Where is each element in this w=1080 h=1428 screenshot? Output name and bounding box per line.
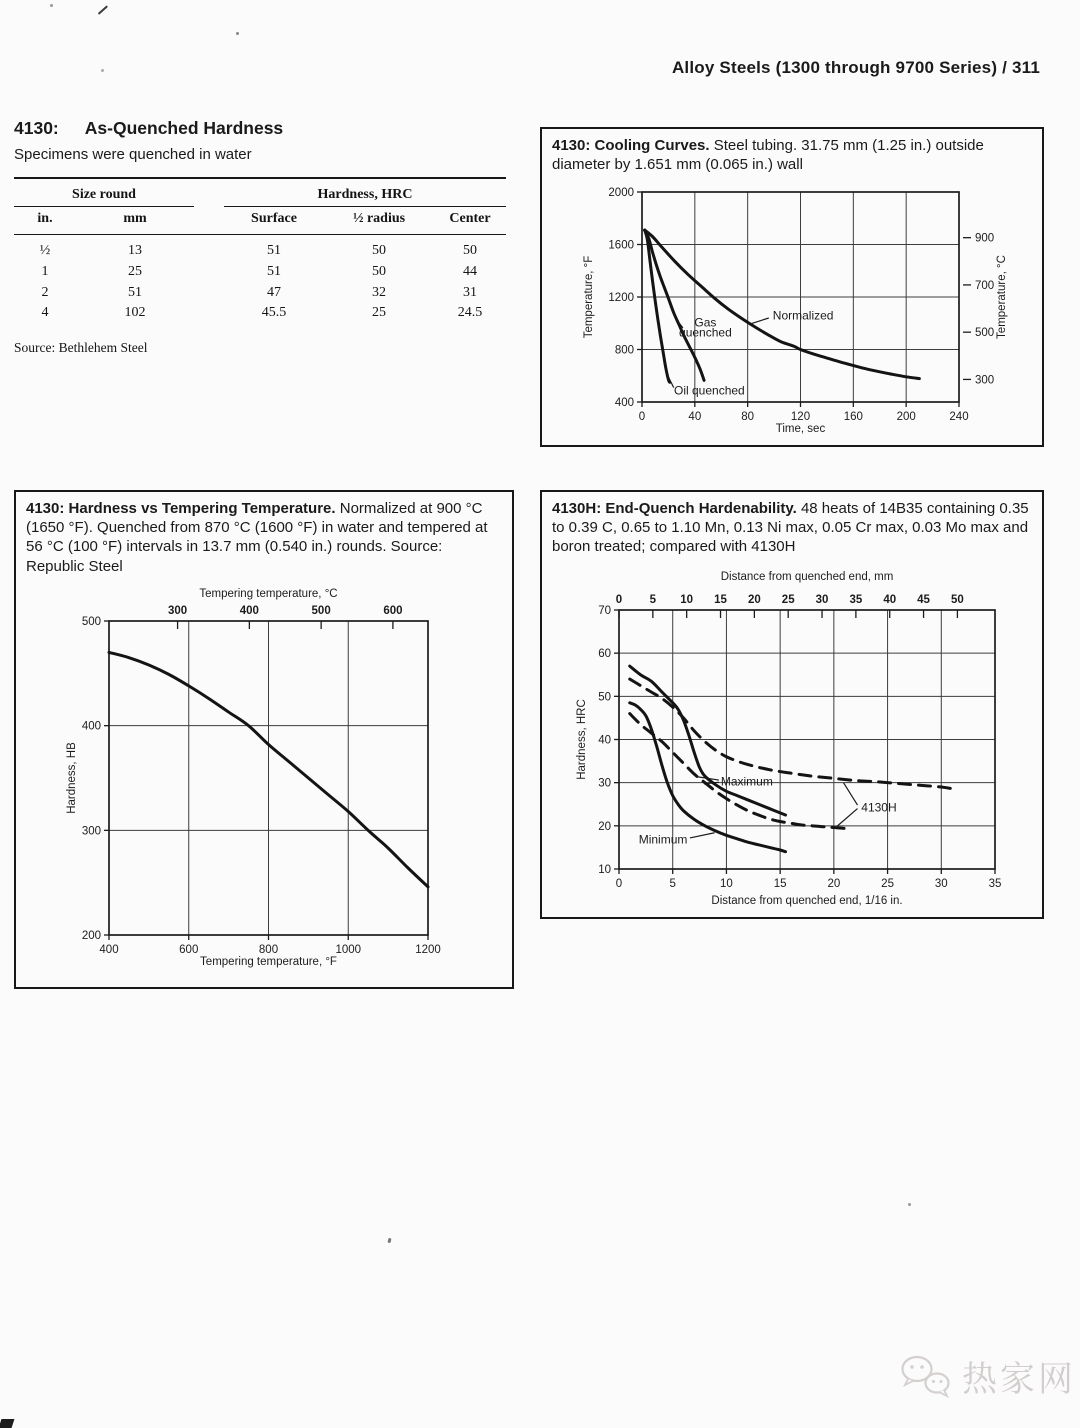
table-row [14, 303, 506, 324]
figure-caption-rest: Normalized at 900 °C (1650 °F). Quenched from 870 °C (1600 °F) in water and tempered at 56 °C (100 °F) intervals in 13.7 mm (0.540 in.) rounds. Source: Republic Steel [26, 500, 488, 575]
table-cell: 25 [372, 305, 386, 321]
svg-text:20: 20 [747, 594, 761, 606]
svg-text:300: 300 [975, 374, 995, 387]
col-header-gap [194, 206, 224, 234]
svg-text:10: 10 [598, 864, 611, 876]
table-row [14, 262, 506, 283]
figure-caption-rest: 48 heats of 14B35 containing 0.35 to 0.39 C, 0.65 to 1.10 Mn, 0.13 Ni max, 0.05 Cr max, 0.03 Mo max and boron treated; compared with 4130H [552, 500, 1029, 556]
svg-text:160: 160 [843, 411, 863, 423]
svg-text:40: 40 [688, 411, 702, 423]
svg-text:600: 600 [179, 944, 199, 956]
svg-text:300: 300 [167, 605, 188, 617]
scan-speck [236, 32, 239, 35]
table-body [14, 234, 506, 324]
svg-text:25: 25 [781, 594, 795, 606]
svg-text:4130H: 4130H [861, 800, 897, 815]
as-quenched-hardness-section [14, 118, 512, 370]
svg-text:20: 20 [827, 878, 841, 890]
svg-text:35: 35 [988, 878, 1002, 890]
hardness-table [14, 177, 506, 324]
svg-text:30: 30 [598, 777, 611, 790]
svg-text:0: 0 [615, 878, 623, 890]
scan-speck [387, 1238, 391, 1244]
col-header-half-radius: ½ radius [324, 206, 434, 234]
section-title [14, 118, 512, 139]
table-header-row [14, 206, 506, 234]
col-group-gap [194, 178, 224, 206]
table-cell: 32 [372, 284, 386, 300]
svg-text:Normalized: Normalized [772, 308, 834, 323]
svg-text:5: 5 [669, 878, 676, 890]
section-title-text: As-Quenched Hardness [84, 118, 284, 138]
table-group-header-row [14, 178, 506, 206]
svg-text:40: 40 [598, 734, 611, 747]
svg-text:Hardness, HB: Hardness, HB [66, 742, 78, 814]
table-cell: 44 [463, 263, 477, 279]
scan-speck [908, 1203, 911, 1206]
watermark [898, 1352, 1076, 1402]
table-cell: 1 [41, 263, 49, 279]
svg-text:25: 25 [881, 878, 894, 890]
svg-text:5: 5 [649, 594, 657, 606]
alloy-code: 4130: [14, 118, 59, 138]
table-cell: 51 [128, 284, 142, 300]
table-cell: 45.5 [261, 305, 287, 321]
svg-text:240: 240 [949, 411, 969, 423]
svg-text:1200: 1200 [415, 944, 441, 956]
hardenability-figure [540, 490, 1044, 919]
pen-mark [98, 5, 109, 15]
svg-text:40: 40 [883, 594, 897, 606]
svg-text:200: 200 [81, 930, 101, 942]
table-cell: 2 [41, 284, 49, 300]
svg-text:10: 10 [680, 594, 694, 606]
svg-text:500: 500 [975, 327, 995, 340]
table-cell: 13 [128, 242, 142, 258]
section-subtitle: Specimens were quenched in water [14, 146, 252, 163]
svg-text:1000: 1000 [335, 944, 362, 956]
svg-text:Temperature, °F: Temperature, °F [583, 255, 595, 339]
table-gap [194, 234, 224, 261]
svg-text:120: 120 [790, 411, 811, 423]
table-cell: 31 [463, 284, 477, 300]
table-cell: 50 [372, 242, 386, 258]
col-group-hardness: Hardness, HRC [224, 178, 506, 206]
svg-text:45: 45 [917, 594, 930, 606]
table-cell: 51 [267, 242, 281, 258]
svg-text:Tempering temperature, °C: Tempering temperature, °C [199, 588, 338, 600]
watermark-text: 热家网 [962, 1360, 1077, 1399]
table-gap [194, 283, 224, 304]
svg-text:15: 15 [714, 594, 727, 606]
table-cell: 50 [463, 242, 477, 258]
figure-caption-lead: 4130: Hardness vs Tempering Temperature. [26, 500, 336, 517]
svg-text:30: 30 [934, 878, 948, 890]
svg-text:Temperature, °C: Temperature, °C [996, 255, 1008, 339]
svg-text:30: 30 [815, 594, 829, 606]
svg-text:900: 900 [975, 232, 995, 245]
svg-text:Oil quenched: Oil quenched [674, 383, 745, 398]
svg-text:80: 80 [741, 411, 755, 423]
svg-text:800: 800 [614, 344, 634, 357]
figure-caption-lead: 4130H: End-Quench Hardenability. [552, 500, 797, 517]
svg-text:Distance from quenched end, 1/: Distance from quenched end, 1/16 in. [711, 895, 903, 907]
svg-text:400: 400 [239, 605, 259, 617]
svg-text:Time, sec: Time, sec [775, 423, 826, 435]
table-cell: 51 [267, 263, 281, 279]
svg-text:Tempering temperature, °F: Tempering temperature, °F [200, 956, 337, 968]
svg-text:Minimum: Minimum [638, 832, 688, 847]
table-cell: 102 [124, 305, 146, 321]
figure-caption-lead: 4130: Cooling Curves. [552, 137, 710, 154]
svg-text:800: 800 [258, 944, 279, 956]
table-cell: 25 [128, 263, 142, 279]
figure-caption-rest: Steel tubing. 31.75 mm (1.25 in.) outside diameter by 1.651 mm (0.065 in.) wall [552, 137, 984, 174]
svg-text:400: 400 [614, 397, 634, 409]
svg-text:0: 0 [615, 594, 623, 606]
cooling-curves-figure [540, 127, 1044, 447]
table-row [14, 283, 506, 304]
table-cell: 50 [372, 263, 386, 279]
col-group-size: Size round [14, 178, 194, 206]
svg-text:70: 70 [598, 605, 611, 617]
svg-text:Hardness, HRC: Hardness, HRC [576, 699, 588, 780]
scan-smudge [0, 1419, 14, 1428]
figure-caption [16, 492, 512, 576]
svg-text:0: 0 [638, 411, 646, 423]
scan-speck [101, 69, 104, 72]
svg-text:400: 400 [81, 720, 101, 733]
svg-text:Gas: Gas [694, 315, 717, 330]
svg-text:Maximum: Maximum [720, 774, 773, 789]
figure-caption [542, 129, 1042, 174]
tempering-chart [21, 580, 506, 982]
svg-text:60: 60 [598, 648, 611, 661]
hardenability-chart [547, 564, 1037, 914]
svg-text:35: 35 [849, 594, 863, 606]
table-cell: 24.5 [457, 305, 483, 321]
svg-text:500: 500 [81, 616, 101, 628]
svg-text:10: 10 [720, 878, 733, 890]
svg-text:1600: 1600 [608, 239, 634, 252]
svg-text:15: 15 [773, 878, 787, 890]
svg-text:50: 50 [951, 594, 964, 606]
figure-caption [542, 492, 1042, 557]
svg-text:400: 400 [99, 944, 119, 956]
col-header-mm: mm [76, 206, 194, 234]
col-header-in: in. [14, 206, 76, 234]
svg-text:200: 200 [896, 411, 916, 423]
svg-text:500: 500 [311, 605, 331, 617]
svg-text:1200: 1200 [608, 292, 634, 304]
svg-text:quenched: quenched [679, 325, 732, 340]
col-header-surface: Surface [224, 206, 324, 234]
table-gap [194, 262, 224, 283]
svg-text:50: 50 [598, 691, 611, 704]
table-cell: 47 [267, 284, 281, 300]
table-source: Source: Bethlehem Steel [14, 340, 148, 356]
tempering-figure [14, 490, 514, 989]
table-cell: 4 [41, 305, 49, 321]
table-gap [194, 303, 224, 324]
table-cell: ½ [39, 242, 51, 258]
col-header-center: Center [434, 206, 506, 234]
table-row [14, 234, 506, 261]
svg-text:300: 300 [81, 825, 101, 838]
svg-text:2000: 2000 [608, 187, 634, 199]
page-header: Alloy Steels (1300 through 9700 Series) / 311 [671, 58, 1040, 77]
svg-text:600: 600 [383, 605, 403, 617]
svg-text:20: 20 [598, 820, 611, 833]
scan-speck [50, 4, 53, 7]
svg-text:700: 700 [975, 279, 995, 292]
cooling-curves-chart [547, 180, 1037, 442]
wechat-icon [898, 1354, 956, 1400]
svg-text:Distance from quenched end, mm: Distance from quenched end, mm [720, 571, 894, 583]
